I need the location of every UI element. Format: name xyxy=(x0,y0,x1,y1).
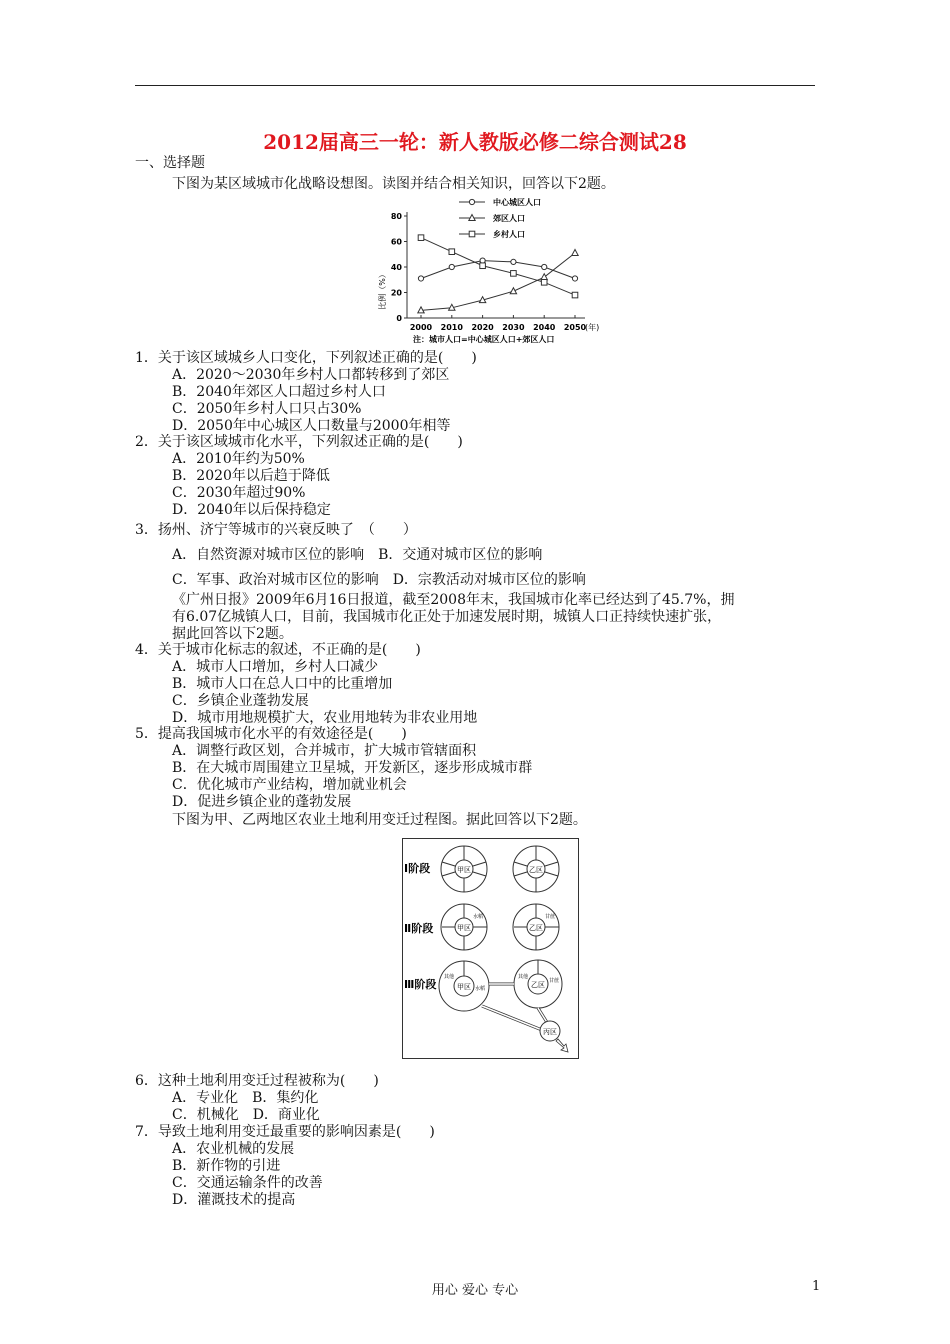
chart-y-label: 比例（%） xyxy=(378,270,387,310)
chart-point xyxy=(511,271,517,277)
stage-2-label: Ⅱ阶段 xyxy=(404,922,434,935)
question-7: 7．导致土地利用变迁最重要的影响因素是( ) xyxy=(135,1124,435,1140)
stage2-yi-circle xyxy=(513,904,559,950)
chart-point xyxy=(418,235,424,241)
urbanization-line-chart xyxy=(375,192,615,348)
question-3: 3．扬州、济宁等城市的兴衰反映了 （ ） xyxy=(135,522,417,538)
q5-option-b: B．在大城市周围建立卫星城，开发新区，逐步形成城市群 xyxy=(172,760,533,776)
legend-label: 郊区人口 xyxy=(493,214,525,223)
stage2-jia-label: 甲区 xyxy=(457,924,471,932)
page-title: 2012届高三一轮：新人教版必修二综合测试28 xyxy=(263,130,687,154)
q4-option-b: B．城市人口在总人口中的比重增加 xyxy=(172,676,393,692)
stage1-jia-circle xyxy=(441,846,487,892)
chart-x-tick-label: 2030 xyxy=(502,323,525,332)
chart-point xyxy=(449,264,454,269)
chart-x-unit: (年) xyxy=(585,323,600,332)
stage3-jia-label: 甲区 xyxy=(457,983,471,991)
legend-label: 中心城区人口 xyxy=(493,198,541,207)
q4-option-d: D．城市用地规模扩大，农业用地转为非农业用地 xyxy=(172,710,478,726)
chart-x-tick-label: 2010 xyxy=(440,323,463,332)
chart-x-tick-label: 2050 xyxy=(563,323,587,332)
chart-x-tick-label: 2000 xyxy=(409,323,433,332)
chart-series-line xyxy=(421,238,575,295)
chart-point xyxy=(572,292,578,298)
legend-marker xyxy=(469,199,474,204)
stage3-yi-label: 乙区 xyxy=(531,981,545,989)
question-5: 5．提高我国城市化水平的有效途径是( ) xyxy=(135,726,407,742)
q3-options-ab: A．自然资源对城市区位的影响 B．交通对城市区位的影响 xyxy=(172,547,543,563)
page-number: 1 xyxy=(812,1279,821,1294)
chart-series-lines xyxy=(418,235,578,313)
legend-label: 乡村人口 xyxy=(493,230,525,239)
chart-point xyxy=(542,264,547,269)
q5-option-d: D．促进乡镇企业的蓬勃发展 xyxy=(172,794,352,810)
bing-label: 丙区 xyxy=(543,1028,557,1036)
q2-option-d: D．2040年以后保持稳定 xyxy=(172,502,331,518)
footer-text: 用心 爱心 专心 xyxy=(431,1283,519,1298)
chart-y-tick-label: 20 xyxy=(390,288,402,298)
passage-line-1: 《广州日报》2009年6月16日报道，截至2008年末，我国城市化率已经达到了45.7%，拥 xyxy=(172,592,735,608)
q1-option-c: C．2050年乡村人口只占30% xyxy=(172,401,362,417)
chart-note: 注：城市人口=中心城区人口+郊区人口 xyxy=(413,335,555,344)
land-use-diagram xyxy=(402,838,580,1060)
legend-marker xyxy=(469,231,475,237)
chart-point xyxy=(418,276,423,281)
stage3-yi-cane: 甘蔗 xyxy=(548,978,560,984)
chart-point xyxy=(541,274,547,280)
stage1-jia-label: 甲区 xyxy=(457,866,471,874)
stage-1-label: Ⅰ阶段 xyxy=(404,862,431,875)
stage2-jia-circle xyxy=(441,904,487,950)
q7-option-a: A．农业机械的发展 xyxy=(172,1141,295,1157)
bing-circle xyxy=(540,1021,560,1041)
chart-x-tick-label: 2040 xyxy=(533,323,556,332)
stage3-jia-rice: 水稻 xyxy=(474,986,486,992)
stage3-yi-other: 其他 xyxy=(517,974,529,980)
chart-legend xyxy=(459,197,541,239)
q1-option-d: D．2050年中心城区人口数量与2000年相等 xyxy=(172,418,451,434)
q5-option-a: A．调整行政区划，合并城市，扩大城市管辖面积 xyxy=(172,743,477,759)
intro-text-2: 下图为甲、乙两地区农业土地利用变迁过程图。据此回答以下2题。 xyxy=(172,812,587,828)
stage3-yi-circle xyxy=(514,960,562,1008)
intro-text-1: 下图为某区域城市化战略设想图。读图并结合相关知识，回答以下2题。 xyxy=(172,176,615,192)
chart-point xyxy=(449,249,455,255)
question-6: 6．这种土地利用变迁过程被称为( ) xyxy=(135,1073,379,1089)
q7-option-b: B．新作物的引进 xyxy=(172,1158,281,1174)
chart-point xyxy=(541,280,547,286)
stage2-yi-cane: 甘蔗 xyxy=(544,914,556,920)
question-4: 4．关于城市化标志的叙述，不正确的是( ) xyxy=(135,642,421,658)
stage1-yi-label: 乙区 xyxy=(529,866,543,874)
q2-option-c: C．2030年超过90% xyxy=(172,485,306,501)
passage-line-2: 有6.07亿城镇人口，目前，我国城市化正处于加速发展时期，城镇人口正持续快速扩张， xyxy=(172,609,722,625)
q3-options-cd: C．军事、政治对城市区位的影响 D．宗教活动对城市区位的影响 xyxy=(172,572,586,588)
q7-option-d: D．灌溉技术的提高 xyxy=(172,1192,296,1208)
chart-point xyxy=(572,276,577,281)
q4-option-c: C．乡镇企业蓬勃发展 xyxy=(172,693,309,709)
chart-y-tick-label: 80 xyxy=(390,212,402,221)
stage2-jia-rice: 水稻 xyxy=(472,914,484,920)
question-1: 1．关于该区域城乡人口变化，下列叙述正确的是( ) xyxy=(135,350,477,366)
q4-option-a: A．城市人口增加，乡村人口减少 xyxy=(172,659,379,675)
q2-option-b: B．2020年以后趋于降低 xyxy=(172,468,330,484)
chart-x-tick-label: 2020 xyxy=(471,323,494,332)
stage-3-label: Ⅲ阶段 xyxy=(404,978,437,991)
chart-point xyxy=(480,263,486,269)
passage-line-3: 据此回答以下2题。 xyxy=(172,626,293,642)
q5-option-c: C．优化城市产业结构，增加就业机会 xyxy=(172,777,407,793)
section-heading: 一、选择题 xyxy=(135,155,205,171)
chart-point xyxy=(572,249,578,255)
stage1-yi-circle xyxy=(513,846,559,892)
chart-point xyxy=(511,259,516,264)
header-rule xyxy=(135,85,815,86)
q6-options-ab: A．专业化 B．集约化 xyxy=(172,1090,319,1106)
q1-option-b: B．2040年郊区人口超过乡村人口 xyxy=(172,384,386,400)
chart-y-tick-label: 0 xyxy=(396,314,402,323)
q2-option-a: A．2010年约为50% xyxy=(172,451,305,467)
q1-option-a: A．2020～2030年乡村人口都转移到了郊区 xyxy=(172,367,450,383)
q7-option-c: C．交通运输条件的改善 xyxy=(172,1175,323,1191)
stage2-yi-label: 乙区 xyxy=(529,924,543,932)
chart-y-tick-label: 40 xyxy=(390,263,402,272)
chart-y-tick-label: 60 xyxy=(390,237,402,247)
question-2: 2．关于该区域城市化水平，下列叙述正确的是( ) xyxy=(135,434,463,450)
stage3-jia-circle xyxy=(439,961,489,1011)
q6-options-cd: C．机械化 D．商业化 xyxy=(172,1107,320,1123)
stage3-jia-other: 其他 xyxy=(443,974,455,980)
